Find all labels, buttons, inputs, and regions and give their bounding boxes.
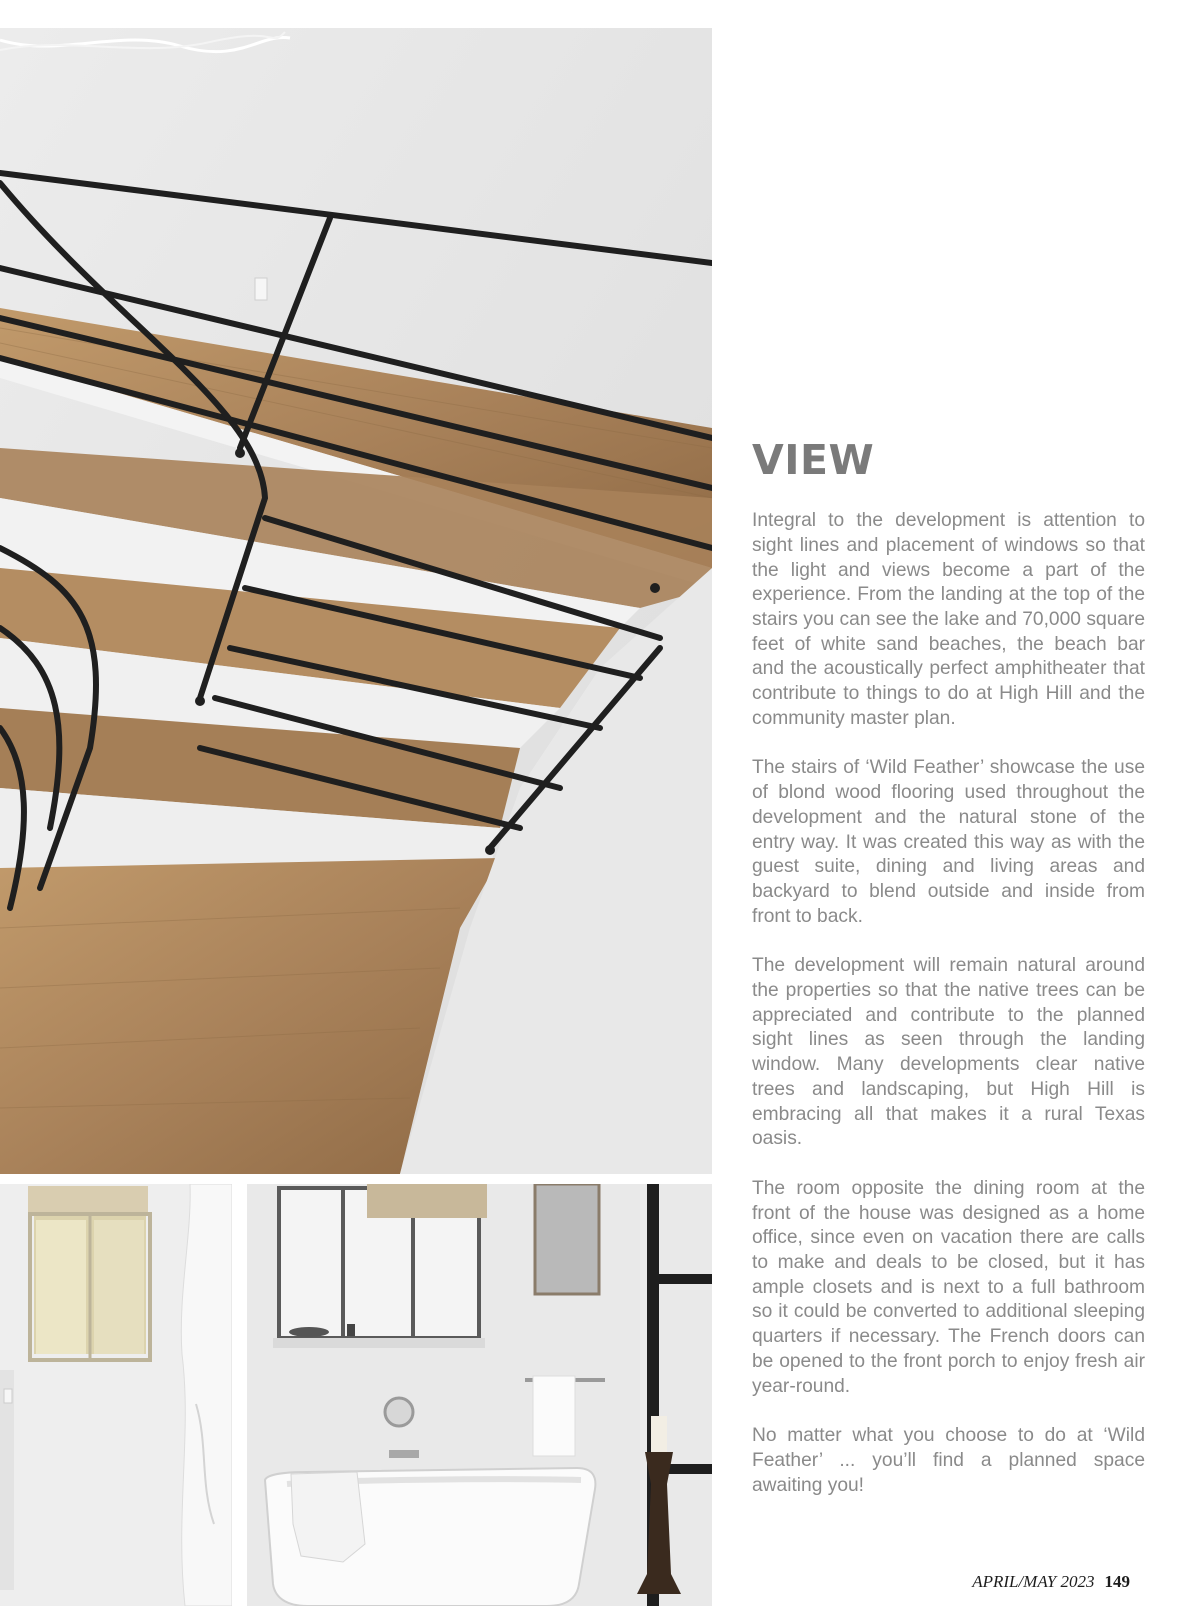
body-paragraph-1: Integral to the development is attention to sight lines and placement of windows so that the light and views become a part of the experience. From the landing at the top of the stairs you can see the lake and 70,000 square feet of white sand beaches, the beach bar and the acoustically perfect amphitheater that contribute to things to do at High Hill and the community master plan. [752,510,1145,729]
staircase-photo [0,28,712,1174]
section-heading: VIEW [752,436,875,484]
closet-robe-photo [0,1184,232,1606]
body-paragraph-2: The stairs of ‘Wild Feather’ showcase the use of blond wood flooring used throughout the development and the natural stone of the entry way. It was created this way as with the guest suite, dining and living areas and backyard to blend outside and inside from front to back. [752,757,1145,927]
page-footer [972,1572,1130,1592]
article-column [752,438,1145,1523]
body-paragraph-5: No matter what you choose to do at ‘Wild Feather’ ... you’ll find a planned space awaiting you! [752,1425,1145,1496]
bathroom-tub-photo [247,1184,712,1606]
issue-date: APRIL/MAY 2023 [972,1572,1095,1591]
body-paragraph-3: The development will remain natural around the properties so that the native trees can be appreciated and contribute to the planned sight lines as seen through the landing window. Many developments clear native trees and landscaping, but High Hill is embracing all that makes it a rural Texas oasis. [752,955,1145,1150]
page-number: 149 [1104,1572,1130,1591]
body-paragraph-4: The room opposite the dining room at the front of the house was designed as a home office, since even on vacation there are calls to make and deals to be closed, but it has ample closets and is next to a full bathroom so it could be converted to additional sleeping quarters if necessary. The French doors can be opened to the front porch to enjoy fresh air year-round. [752,1177,1145,1397]
